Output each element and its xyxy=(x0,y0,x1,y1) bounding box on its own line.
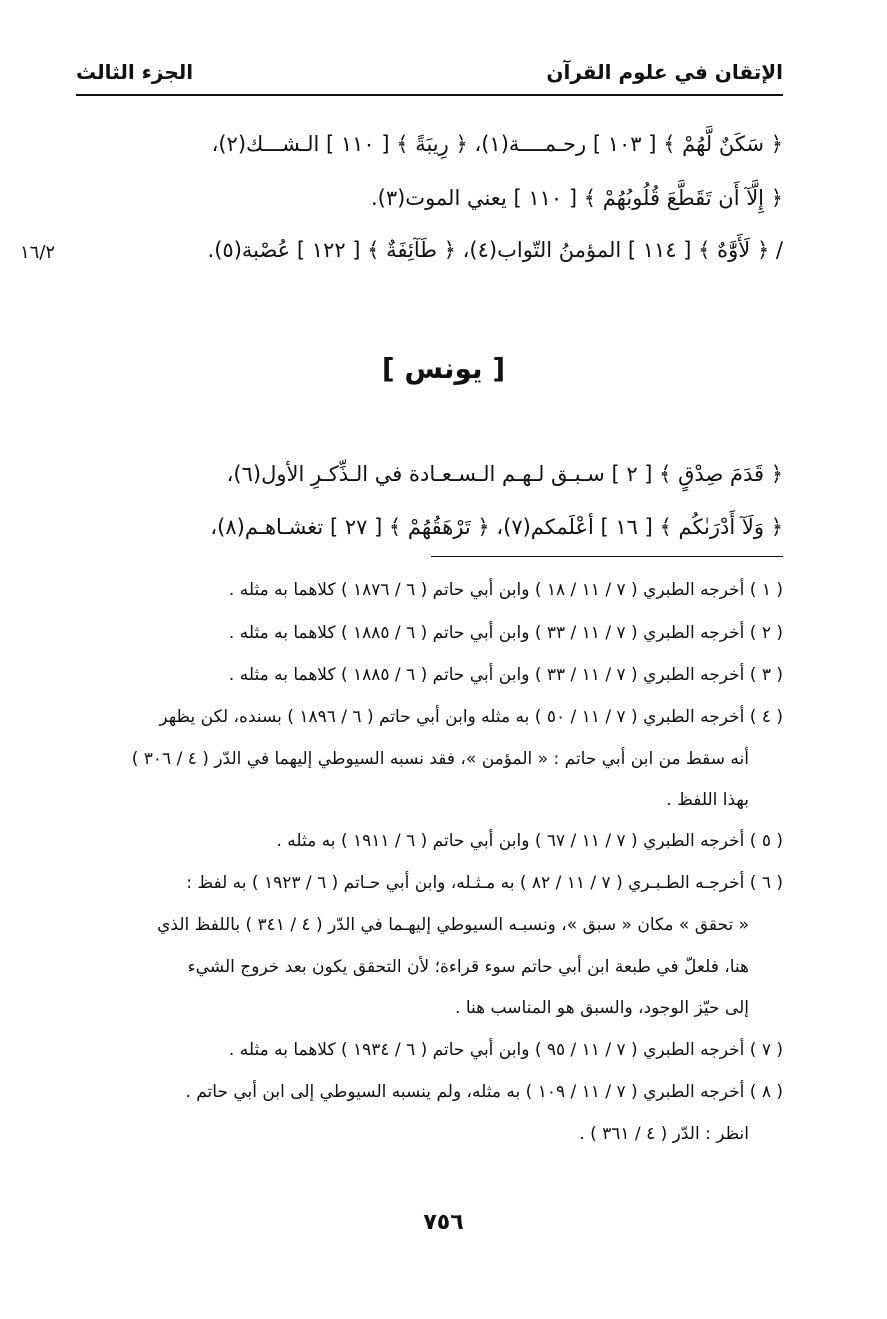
footnote-continuation: « تحقق » مكان « سبق »، ونسبـه السيوطي إليهـما في الدّر ( ٤ / ٣٤١ ) باللفظ الذي xyxy=(157,915,749,935)
footnote-continuation: بهذا اللفظ . xyxy=(666,790,749,810)
body-line: ﴿ إِلَّآ أَن تَقَطَّعَ قُلُوبُهُمْ ﴾ [ ١١٠ ] يعني الموت(٣). xyxy=(370,186,783,210)
section-line: ﴿ قَدَمَ صِدْقٍ ﴾ [ ٢ ] سـبـق لـهـم الـسـعـادة في الـذِّكـرِ الأول(٦)، xyxy=(226,462,783,486)
section-title: [ يونس ] xyxy=(381,352,506,385)
footnote: ( ٥ ) أخرجه الطبري ( ٧ / ١١ / ٦٧ ) وابن أبي حاتم ( ٦ / ١٩١١ ) به مثله . xyxy=(276,831,783,851)
running-header xyxy=(76,54,783,94)
footnote: ( ١ ) أخرجه الطبري ( ٧ / ١١ / ١٨ ) وابن أبي حاتم ( ٦ / ١٨٧٦ ) كلاهما به مثله . xyxy=(228,580,783,600)
footnote-continuation: هنا، فلعلّ في طبعة ابن أبي حاتم سوء قراءة؛ لأن التحقق يكون بعد خروج الشيء xyxy=(187,957,749,977)
footnote-separator xyxy=(431,556,783,557)
book-title: الإتقان في علوم القرآن xyxy=(546,60,783,84)
part-label: الجزء الثالث xyxy=(76,60,194,84)
body-line: / ﴿ لَأَوَّٰهٌ ﴾ [ ١١٤ ] المؤمنُ التّواب(٤)، ﴿ طَآئِفَةٌ ﴾ [ ١٢٢ ] عُصْبة(٥). xyxy=(207,238,783,262)
footnote-continuation: انظر : الدّر ( ٤ / ٣٦١ ) . xyxy=(579,1124,749,1144)
footnote: ( ٨ ) أخرجه الطبري ( ٧ / ١١ / ١٠٩ ) به مثله، ولم ينسبه السيوطي إلى ابن أبي حاتم . xyxy=(185,1082,783,1102)
footnote: ( ٧ ) أخرجه الطبري ( ٧ / ١١ / ٩٥ ) وابن أبي حاتم ( ٦ / ١٩٣٤ ) كلاهما به مثله . xyxy=(228,1040,783,1060)
header-rule xyxy=(76,94,783,96)
footnote-continuation: إلى حيّز الوجود، والسبق هو المناسب هنا . xyxy=(455,998,749,1018)
footnote: ( ٦ ) أخرجـه الطـبـري ( ٧ / ١١ / ٨٢ ) به مـثـله، وابن أبي حـاتم ( ٦ / ١٩٢٣ ) به لفظ : xyxy=(186,873,783,893)
margin-page-reference: ١٦/٢ xyxy=(20,242,56,263)
footnote: ( ٣ ) أخرجه الطبري ( ٧ / ١١ / ٣٣ ) وابن أبي حاتم ( ٦ / ١٨٨٥ ) كلاهما به مثله . xyxy=(228,665,783,685)
section-line: ﴿ وَلَآ أَدْرَىٰكُم ﴾ [ ١٦ ] أعْلَمكم(٧)، ﴿ تَرْهَقُهُمْ ﴾ [ ٢٧ ] تغشـاهـم(٨)، xyxy=(210,515,783,539)
page-number: ٧٥٦ xyxy=(423,1210,464,1235)
body-line: ﴿ سَكَنٌ لَّهُمْ ﴾ [ ١٠٣ ] رحـمــــة(١)، ﴿ رِيبَةً ﴾ [ ١١٠ ] الـشـــك(٢)، xyxy=(211,132,783,156)
footnote: ( ٤ ) أخرجه الطبري ( ٧ / ١١ / ٥٠ ) به مثله وابن أبي حاتم ( ٦ / ١٨٩٦ ) بسنده، لكن يظهر xyxy=(159,707,783,727)
footnote: ( ٢ ) أخرجه الطبري ( ٧ / ١١ / ٣٣ ) وابن أبي حاتم ( ٦ / ١٨٨٥ ) كلاهما به مثله . xyxy=(228,623,783,643)
footnote-continuation: أنه سقط من ابن أبي حاتم : « المؤمن »، فقد نسبه السيوطي إليهما في الدّر ( ٤ / ٣٠٦ ) xyxy=(131,749,749,769)
